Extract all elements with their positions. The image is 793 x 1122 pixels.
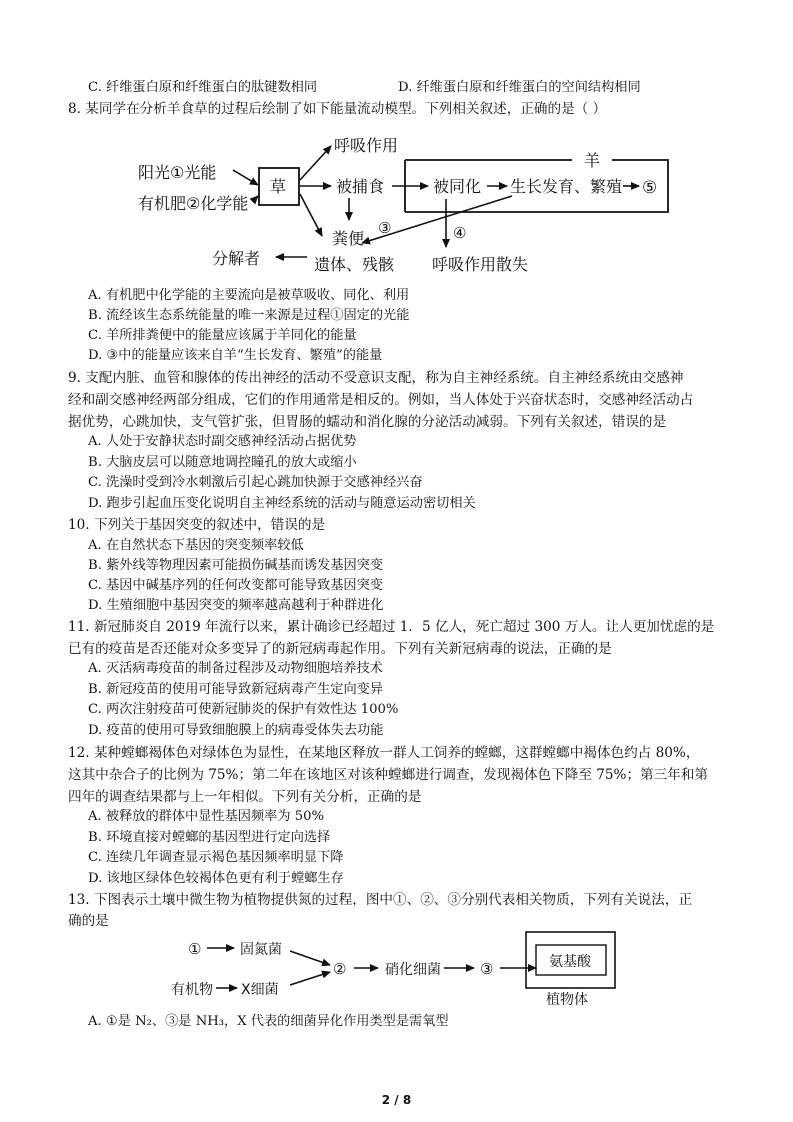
q10-option-c: C. 基因中碱基序列的任何改变都可能导致基因突变 [88, 578, 383, 593]
q12-stem-line-1: 12. 某种螳螂褐体色对绿体色为显性，在某地区释放一群人工饲养的螳螂，这群螳螂中褐体色约占 80%， [68, 745, 700, 761]
chem-energy-label: ②化学能 [186, 194, 249, 213]
q12-option-b: B. 环境直接对螳螂的基因型进行定向选择 [88, 830, 331, 845]
grass-label: 草 [270, 177, 287, 196]
q9-stem-line-3: 据优势，心跳加快，支气管扩张，但胃肠的蠕动和消化腺的分泌活动减弱。下列有关叙述，错误的是 [68, 414, 667, 430]
nitrogen-fixer-label: 固氮菌 [240, 942, 282, 958]
resp-loss-label: 呼吸作用散失 [432, 255, 529, 274]
organic-label: 有机物 [171, 982, 213, 998]
eaten-label: 被捕食 [336, 177, 385, 196]
sunlight-label: 阳光 [138, 163, 171, 182]
respiration-label: 呼吸作用 [334, 136, 399, 155]
q8-option-d: D. ③中的能量应该来自羊“生长发育、繁殖”的能量 [88, 348, 383, 363]
q9-option-a: A. 人处于安静状态时副交感神经活动占据优势 [88, 434, 357, 449]
q10-stem: 10. 下列关于基因突变的叙述中，错误的是 [68, 517, 326, 533]
decomposer-label: 分解者 [212, 249, 261, 268]
fertilizer-label: 有机肥 [138, 194, 187, 213]
q11-option-a: A. 灭活病毒疫苗的制备过程涉及动物细胞培养技术 [88, 661, 383, 676]
q9-option-d: D. 跑步引起血压变化说明自主神经系统的活动与随意运动密切相关 [88, 496, 476, 511]
q11-option-d: D. 疫苗的使用可导致细胞膜上的病毒受体失去功能 [88, 723, 384, 738]
q11-option-c: C. 两次注射疫苗可使新冠肺炎的保护有效性达 100% [88, 702, 399, 717]
q8-option-b: B. 流经该生态系统能量的唯一来源是过程①固定的光能 [88, 308, 410, 323]
feces-label: 粪便 [332, 229, 365, 248]
q12-stem-line-2: 这其中杂合子的比例为 75%；第二年在该地区对该种螳螂进行调查，发现褐体色下降至 75%；第三年和第 [68, 767, 709, 783]
q13-mark-1: ① [188, 940, 202, 958]
plant-label: 植物体 [546, 992, 588, 1008]
sheep-label: 羊 [584, 151, 601, 170]
q12-option-a: A. 被释放的群体中显性基因频率为 50% [88, 809, 325, 824]
q13-mark-2: ② [333, 960, 347, 978]
amino-acid-label: 氨基酸 [549, 954, 591, 970]
q9-option-b: B. 大脑皮层可以随意地调控瞳孔的放大或缩小 [88, 455, 357, 470]
mark-4: ④ [453, 224, 467, 242]
q10-option-a: A. 在自然状态下基因的突变频率较低 [88, 538, 304, 553]
q11-stem-line-2: 已有的疫苗是否还能对众多变异了的新冠病毒起作用。下列有关新冠病毒的说法，正确的是 [68, 641, 612, 657]
q8-stem: 8. 某同学在分析羊食草的过程后绘制了如下能量流动模型。下列相关叙述，正确的是（ ） [68, 101, 607, 117]
q13-option-a: A. ①是 N₂、③是 NH₃，X 代表的细菌异化作用类型是需氧型 [88, 1014, 449, 1029]
q9-stem-line-2: 经和副交感神经两部分组成，它们的作用通常是相反的。例如，当人体处于兴奋状态时，交感神经活动占 [68, 392, 694, 408]
mark-3: ③ [378, 219, 392, 237]
q10-option-b: B. 紫外线等物理因素可能损伤碱基而诱发基因突变 [88, 558, 384, 573]
q9-option-c: C. 洗澡时受到冷水刺激后引起心跳加快源于交感神经兴奋 [88, 475, 423, 490]
q7-option-c: C. 纤维蛋白原和纤维蛋白的肽键数相同 [88, 80, 318, 95]
light-energy-label: ①光能 [170, 163, 217, 182]
q11-option-b: B. 新冠疫苗的使用可能导致新冠病毒产生定向变异 [88, 682, 384, 697]
x-bacteria-label: X细菌 [241, 982, 279, 998]
q10-option-d: D. 生殖细胞中基因突变的频率越高越利于种群进化 [88, 598, 384, 613]
q7-option-d: D. 纤维蛋白原和纤维蛋白的空间结构相同 [398, 80, 641, 95]
q8-option-c: C. 羊所排粪便中的能量应该属于羊同化的能量 [88, 328, 357, 343]
q12-option-c: C. 连续几年调查显示褐色基因频率明显下降 [88, 850, 344, 865]
q12-option-d: D. 该地区绿体色较褐体色更有利于螳螂生存 [88, 871, 344, 886]
growth-label: 生长发育、繁殖 [510, 177, 623, 196]
q13-stem-line-1: 13. 下图表示土壤中微生物为植物提供氮的过程，图中①、②、③分别代表相关物质，下列有关说法，正 [68, 892, 693, 908]
q12-stem-line-3: 四年的调查结果都与上一年相似。下列有关分析，正确的是 [68, 789, 422, 805]
mark-5: ⑤ [642, 178, 658, 198]
q13-stem-line-2: 确的是 [68, 913, 109, 929]
q9-stem-line-1: 9. 支配内脏、血管和腺体的传出神经的活动不受意识支配，称为自主神经系统。自主神经系统由交感神 [68, 370, 684, 386]
remains-label: 遗体、残骸 [314, 255, 395, 274]
assimilated-label: 被同化 [433, 177, 482, 196]
q13-mark-3: ③ [480, 960, 494, 978]
nitrifier-label: 硝化细菌 [385, 962, 441, 978]
q8-option-a: A. 有机肥中化学能的主要流向是被草吸收、同化、利用 [88, 288, 410, 303]
page-number: 2 / 8 [381, 1093, 412, 1107]
q11-stem-line-1: 11. 新冠肺炎自 2019 年流行以来，累计确诊已经超过 1．5 亿人，死亡超过 300 万人。让人更加忧虑的是 [68, 619, 715, 635]
